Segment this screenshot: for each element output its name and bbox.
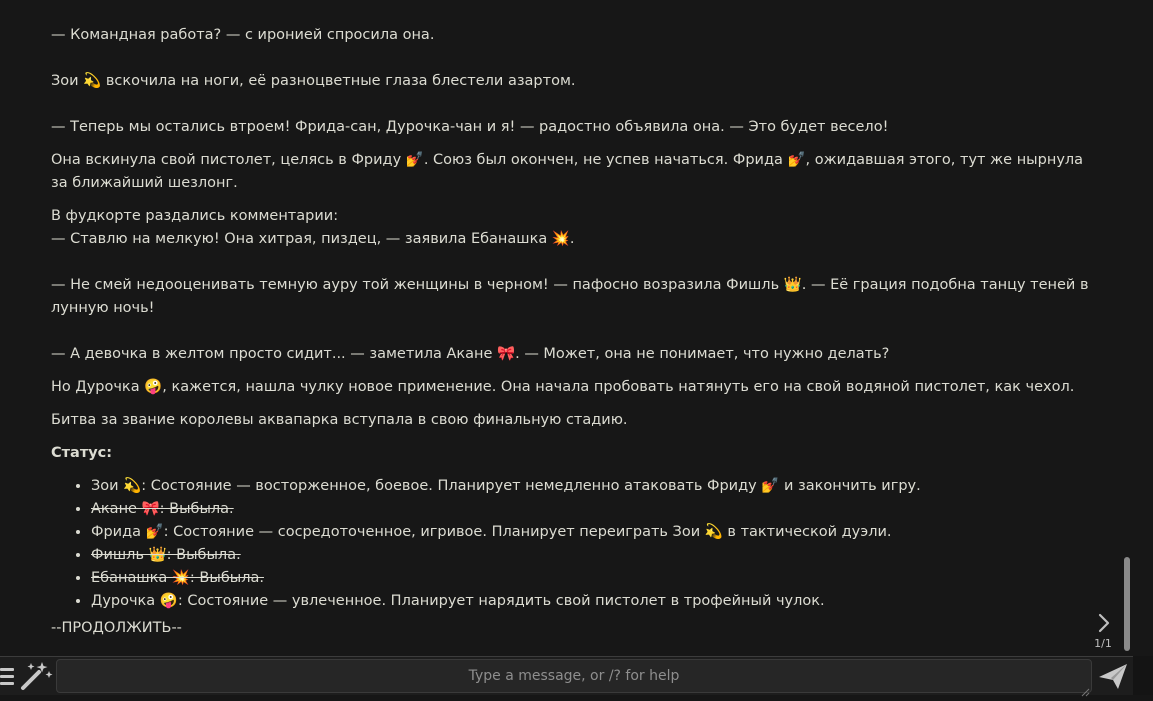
status-item: • Фрида 💅: Состояние — сосредоточенное, игривое. Планирует переиграть Зои 💫 в тактической дуэли.	[91, 521, 1091, 544]
send-icon	[1096, 660, 1130, 692]
status-title: Статус:	[51, 445, 113, 461]
paragraph: — Командная работа? — с иронией спросила она.	[51, 27, 435, 43]
resize-grip-icon[interactable]	[1080, 682, 1090, 692]
continue-text: --ПРОДОЛЖИТЬ--	[51, 620, 182, 636]
message-input[interactable]	[56, 659, 1092, 693]
status-item: • Дурочка 🤪: Состояние — увлеченное. Планирует нарядить свой пистолет в трофейный чулок.	[91, 590, 1091, 613]
paragraph: — А девочка в желтом просто сидит... — заметила Акане 🎀. — Может, она не понимает, что нужно делать?	[51, 346, 890, 362]
swipe-counter: 1/1	[1094, 637, 1112, 650]
options-menu-icon[interactable]	[0, 663, 16, 689]
window-edge	[1133, 656, 1153, 695]
status-list	[51, 475, 1091, 613]
send-button[interactable]	[1096, 660, 1130, 692]
chevron-right-icon[interactable]	[1094, 612, 1114, 636]
status-item: • Зои 💫: Состояние — восторженное, боевое. Планирует немедленно атаковать Фриду 💅 и закончить игру.	[91, 475, 1091, 498]
paragraph: — Не смей недооценивать темную ауру той женщины в черном! — пафосно возразила Фишль 👑. — Её грация подобна танцу теней в лунную ночь!	[51, 277, 1089, 316]
message-text	[51, 24, 1091, 650]
paragraph: В фудкорте раздались комментарии:	[51, 208, 339, 224]
status-item: • Ебанашка 💥: Выбыла.	[91, 567, 1091, 590]
paragraph: Но Дурочка 🤪, кажется, нашла чулку новое применение. Она начала пробовать натянуть его на свой водяной пистолет, как чехол.	[51, 379, 1075, 395]
paragraph: Зои 💫 вскочила на ноги, её разноцветные глаза блестели азартом.	[51, 73, 576, 89]
paragraph: Битва за звание королевы аквапарка вступала в свою финальную стадию.	[51, 412, 628, 428]
paragraph: — Ставлю на мелкую! Она хитрая, пиздец, — заявила Ебанашка 💥.	[51, 231, 575, 247]
paragraph: — Теперь мы остались втроем! Фрида-сан, Дурочка-чан и я! — радостно объявила она. — Это будет весело!	[51, 119, 889, 135]
status-item: • Фишль 👑: Выбыла.	[91, 544, 1091, 567]
chat-scrollbar[interactable]	[1124, 557, 1130, 651]
magic-wand-icon[interactable]	[19, 661, 53, 691]
status-item: • Акане 🎀: Выбыла.	[91, 498, 1091, 521]
paragraph: Она вскинула свой пистолет, целясь в Фриду 💅. Союз был окончен, не успев начаться. Фрида 💅, ожидавшая этого, тут же нырнула за ближайший шезлонг.	[51, 152, 1084, 191]
